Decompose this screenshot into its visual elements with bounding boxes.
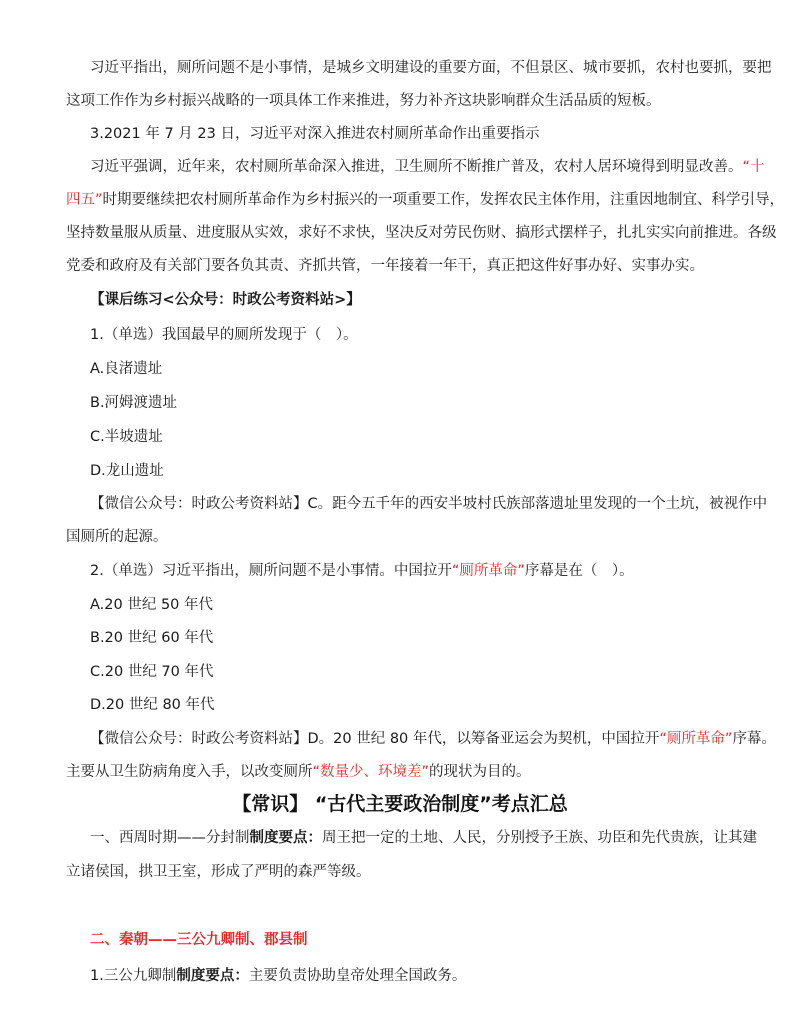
paragraph-line: 党委和政府及有关部门要各负其责、齐抓共管，一年接着一年干，真正把这件好事办好、实事办实。: [66, 258, 704, 274]
option-a: A.20 世纪 50 年代: [90, 597, 214, 613]
highlight-text: “数量少、环境差”: [312, 764, 430, 780]
paragraph-line: 习近平指出，厕所问题不是小事情，是城乡文明建设的重要方面，不但景区、城市要抓，农村也要抓，要把: [90, 60, 772, 76]
question-stem: 1.（单选）我国最早的厕所发现于（ ）。: [90, 327, 358, 343]
answer-text: 【微信公众号：时政公考资料站】C。距今五千年的西安半坡村氏族部落遗址里发现的一个土坑，被视作中: [90, 496, 768, 512]
paragraph-line: 这项工作作为乡村振兴战略的一项具体工作来推进，努力补齐这块影响群众生活品质的短板。: [66, 93, 661, 109]
paragraph-line: 坚持数量服从质量、进度服从实效，求好不求快，坚决反对劳民伤财、搞形式摆样子，扎扎实实向前推进。各级: [66, 225, 777, 241]
paragraph-line: 立诸侯国，拱卫王室，形成了严明的森严等级。: [66, 864, 371, 880]
answer-text: 国厕所的起源。: [66, 529, 168, 545]
section-heading: 【常识】 “古代主要政治制度”考点汇总: [232, 793, 568, 815]
answer-text: 主要从卫生防病角度入手，以改变厕所“数量少、环境差”的现状为目的。: [66, 764, 531, 780]
answer-text: 【微信公众号：时政公考资料站】D。20 世纪 80 年代，以筹备亚运会为契机，中国拉开“厕所革命”序幕。: [90, 731, 776, 747]
option-d: D.20 世纪 80 年代: [90, 697, 215, 713]
option-b: B.20 世纪 60 年代: [90, 630, 214, 646]
option-b: B.河姆渡遗址: [90, 395, 178, 411]
exercise-title: 【课后练习<公众号：时政公考资料站>】: [90, 292, 361, 308]
paragraph-line: 1.三公九卿制制度要点：主要负责协助皇帝处理全国政务。: [90, 968, 467, 984]
option-a: A.良渚遗址: [90, 361, 163, 377]
section-subtitle: 二、秦朝——三公九卿制、郡县制: [90, 932, 308, 948]
paragraph-line: 四五”时期要继续把农村厕所革命作为乡村振兴的一项重要工作，发挥农民主体作用，注重因地制宜、科学引导，: [66, 192, 785, 208]
highlight-text: “十: [742, 159, 765, 175]
highlight-text: 四五”: [66, 192, 103, 208]
paragraph-line: 习近平强调，近年来，农村厕所革命深入推进，卫生厕所不断推广普及，农村人居环境得到明显改善。“十: [90, 159, 765, 175]
highlight-text: “厕所革命”: [451, 563, 525, 579]
highlight-text: “厕所革命”: [659, 731, 733, 747]
option-d: D.龙山遗址: [90, 463, 164, 479]
option-c: C.20 世纪 70 年代: [90, 664, 214, 680]
option-c: C.半坡遗址: [90, 429, 163, 445]
section-title: 3.2021 年 7 月 23 日，习近平对深入推进农村厕所革命作出重要指示: [90, 126, 540, 142]
question-stem: 2.（单选）习近平指出，厕所问题不是小事情。中国拉开“厕所革命”序幕是在（ ）。: [90, 563, 634, 579]
paragraph-line: 一、西周时期——分封制制度要点：周王把一定的土地、人民，分别授予王族、功臣和先代贵族，让其建: [90, 830, 757, 846]
